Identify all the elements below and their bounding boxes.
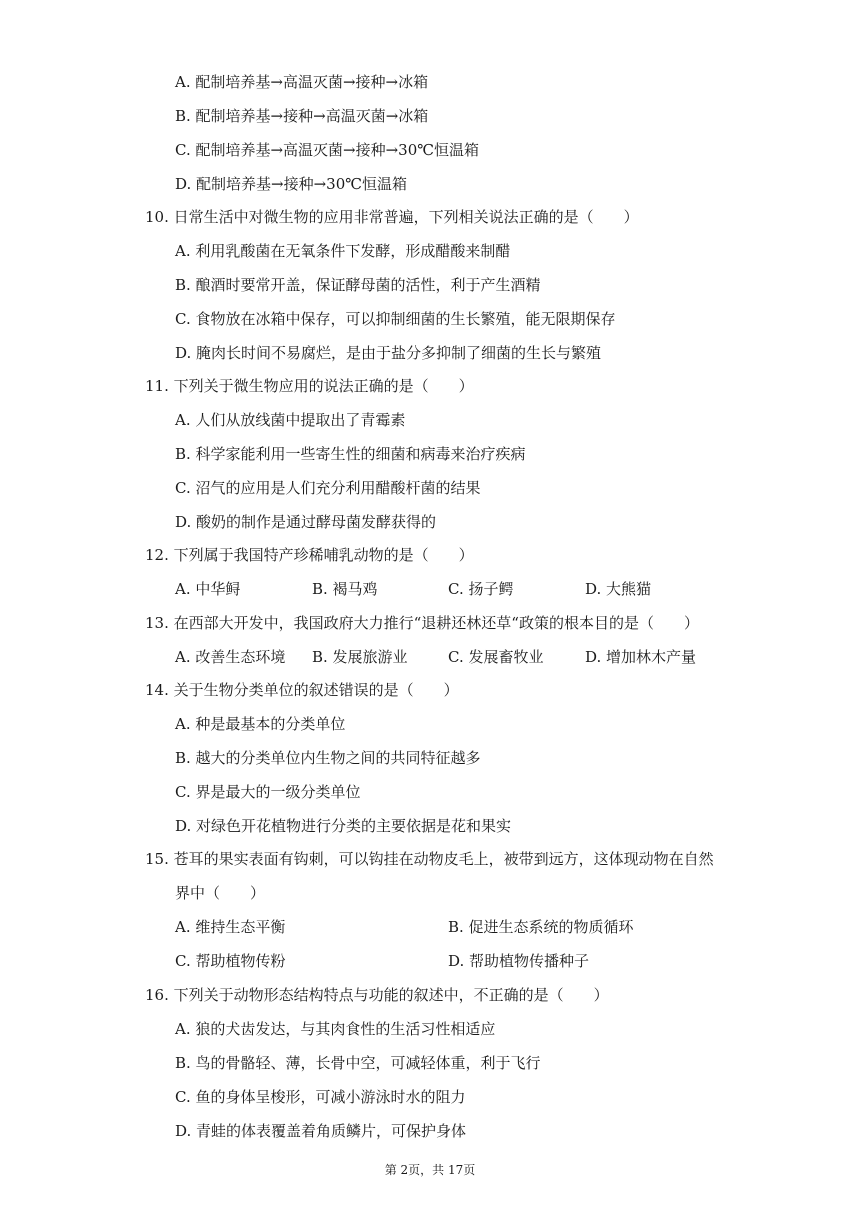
q14-stem: 14. 关于生物分类单位的叙述错误的是（ ） [145,681,459,699]
q15-option-d: D. 帮助植物传播种子 [448,952,590,970]
q12-option-b: B. 褐马鸡 [312,580,378,598]
q14-option-b: B. 越大的分类单位内生物之间的共同特征越多 [175,749,481,767]
q10-option-b: B. 酿酒时要常开盖，保证酵母菌的活性，利于产生酒精 [175,276,541,294]
q15-option-b: B. 促进生态系统的物质循环 [448,918,634,936]
q16-stem: 16. 下列关于动物形态结构特点与功能的叙述中，不正确的是（ ） [145,986,609,1004]
q15-option-a: A. 维持生态平衡 [175,918,286,936]
q10-option-d: D. 腌肉长时间不易腐烂，是由于盐分多抑制了细菌的生长与繁殖 [175,344,602,362]
q9-option-b: B. 配制培养基→接种→高温灭菌→冰箱 [175,107,429,125]
q12-stem: 12. 下列属于我国特产珍稀哺乳动物的是（ ） [145,546,474,564]
q12-option-a: A. 中华鲟 [175,580,241,598]
q9-option-d: D. 配制培养基→接种→30℃恒温箱 [175,175,408,193]
q13-option-c: C. 发展畜牧业 [448,648,544,666]
q11-option-a: A. 人们从放线菌中提取出了青霉素 [175,411,406,429]
q9-option-c: C. 配制培养基→高温灭菌→接种→30℃恒温箱 [175,141,480,159]
q14-option-c: C. 界是最大的一级分类单位 [175,783,361,801]
q13-option-b: B. 发展旅游业 [312,648,408,666]
q12-option-d: D. 大熊猫 [585,580,652,598]
q15-stem-line2: 界中（ ） [175,884,266,902]
q13-option-a: A. 改善生态环境 [175,648,286,666]
q10-option-a: A. 利用乳酸菌在无氧条件下发酵，形成醋酸来制醋 [175,242,511,260]
q11-option-d: D. 酸奶的制作是通过酵母菌发酵获得的 [175,513,437,531]
q9-option-a: A. 配制培养基→高温灭菌→接种→冰箱 [175,73,429,91]
q16-option-c: C. 鱼的身体呈梭形，可减小游泳时水的阻力 [175,1088,466,1106]
q11-stem: 11. 下列关于微生物应用的说法正确的是（ ） [145,377,474,395]
q10-option-c: C. 食物放在冰箱中保存，可以抑制细菌的生长繁殖，能无限期保存 [175,310,616,328]
q13-option-d: D. 增加林木产量 [585,648,697,666]
q13-stem: 13. 在西部大开发中，我国政府大力推行“退耕还林还草“政策的根本目的是（ ） [145,614,699,632]
q11-option-b: B. 科学家能利用一些寄生性的细菌和病毒来治疗疾病 [175,445,526,463]
q11-option-c: C. 沼气的应用是人们充分利用醋酸杆菌的结果 [175,479,481,497]
q14-option-a: A. 种是最基本的分类单位 [175,715,346,733]
page-number-footer: 第 2页，共 17页 [384,1163,476,1177]
q16-option-b: B. 鸟的骨骼轻、薄，长骨中空，可减轻体重，利于飞行 [175,1054,541,1072]
q16-option-d: D. 青蛙的体表覆盖着角质鳞片，可保护身体 [175,1122,467,1140]
q12-option-c: C. 扬子鳄 [448,580,514,598]
q10-stem: 10. 日常生活中对微生物的应用非常普遍，下列相关说法正确的是（ ） [145,208,639,226]
q14-option-d: D. 对绿色开花植物进行分类的主要依据是花和果实 [175,817,512,835]
q15-stem-line1: 15. 苍耳的果实表面有钩刺，可以钩挂在动物皮毛上，被带到远方，这体现动物在自然 [145,850,714,868]
q15-option-c: C. 帮助植物传粉 [175,952,286,970]
q16-option-a: A. 狼的犬齿发达，与其肉食性的生活习性相适应 [175,1020,496,1038]
